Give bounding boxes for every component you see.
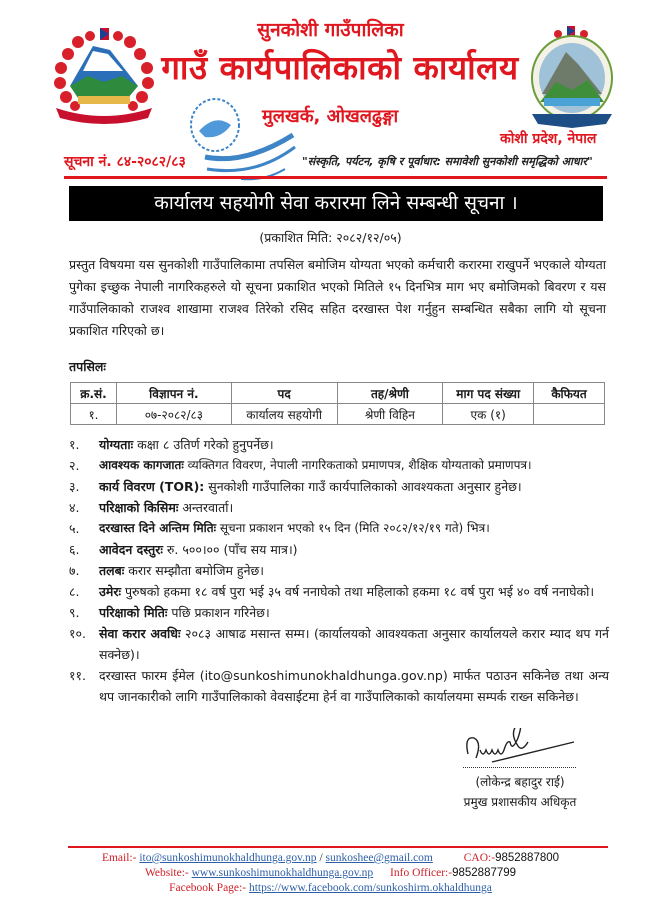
cao-phone: 9852887800 — [495, 852, 560, 864]
list-item — [69, 623, 609, 665]
cell-remarks — [534, 404, 605, 425]
province-name: कोशी प्रदेश, नेपाल — [500, 131, 597, 147]
intro-paragraph: प्रस्तुत विषयमा यस सुनकोशी गाउँपालिकामा तपसिल बमोजिम योग्यता भएको कर्मचारी करारमा राखुपर्ने भएकाले योग्यता पुगेका इच्छुक नेपाली नागरिकहरुले यो सूचना प्रकाशित भएको मितिले १५ दिनभित्र माग भए बमोजिमको बिवरण र यस गाउँपालिकाको राजश्व शाखामा राजश्व तिरेको रसिद सहित दरखास्त पेश गर्नुहुन सम्बन्धित सबैका लागि यो सूचना प्रकाशित गरिएको छ। — [69, 257, 606, 338]
item-label: योग्यताः — [99, 437, 134, 452]
cell-ad-number: ०७-२०८२/८३ — [116, 404, 231, 425]
list-item — [69, 539, 609, 560]
municipality-name: सुनकोशी गाउँपालिका — [257, 19, 404, 41]
list-item — [69, 455, 609, 476]
col-header-remarks: कैफियत — [534, 383, 605, 404]
cao-label: CAO:- — [463, 852, 496, 864]
table-row — [71, 404, 605, 425]
signatory-designation: प्रमुख प्रशासकीय अधिकृत — [463, 795, 577, 809]
website-label: Website:- — [144, 867, 192, 879]
list-item — [69, 581, 609, 602]
item-number: ११. — [69, 668, 86, 683]
email-separator: / — [316, 852, 326, 864]
facebook-label: Facebook Page:- — [169, 882, 249, 894]
col-header-position: पद — [231, 383, 337, 404]
item-number: ५. — [69, 521, 80, 536]
cell-position: कार्यालय सहयोगी — [231, 404, 337, 425]
item-label: तलबः — [99, 563, 125, 578]
item-text: पुरुषको हकमा १८ वर्ष पुरा भई ३५ वर्ष ननाघेको तथा महिलाको हकमा १८ वर्ष पुरा भई ४० वर्ष ननाघेको। — [120, 584, 595, 599]
item-label: परिक्षाको किसिमः — [99, 500, 179, 515]
item-number: १०. — [69, 626, 86, 641]
item-label: परिक्षाको मितिः — [99, 605, 168, 620]
footer-email-line — [0, 852, 661, 864]
email-link-ito[interactable]: ito@sunkoshimunokhaldhunga.gov.np — [139, 852, 317, 864]
header-divider — [64, 176, 607, 179]
item-label: उमेरः — [99, 584, 121, 599]
list-item — [69, 602, 609, 623]
list-item — [69, 518, 609, 539]
footer-facebook-line — [0, 882, 661, 894]
office-location: मुलखर्क, ओखलढुङ्गा — [262, 106, 399, 127]
vacancy-table — [70, 382, 605, 425]
item-text: करार सम्झौता बमोजिम हुनेछ। — [124, 563, 265, 578]
footer-divider — [68, 846, 608, 848]
signature-line — [463, 767, 576, 768]
details-label: तपसिलः — [69, 359, 106, 374]
item-text: रु. ५००।०० (पाँच सय मात्र।) — [162, 542, 298, 557]
website-link[interactable]: www.sunkoshimunokhaldhunga.gov.np — [191, 867, 374, 879]
item-number: २. — [69, 458, 80, 473]
cell-serial: १. — [71, 404, 117, 425]
item-number: ४. — [69, 500, 80, 515]
info-officer-label: Info Officer:- — [390, 867, 453, 879]
list-item — [69, 476, 609, 497]
item-text: पछि प्रकाशन गरिनेछ। — [167, 605, 270, 620]
cell-count: एक (१) — [443, 404, 534, 425]
slogan: "संस्कृति, पर्यटन, कृषि र पूर्वाधार: समावेशी सुनकोशी समृद्धिको आधार" — [302, 155, 593, 168]
table-header-row — [71, 383, 605, 404]
item-number: ९. — [69, 605, 80, 620]
item-number: ६. — [69, 542, 80, 557]
facebook-link[interactable]: https://www.facebook.com/sunkoshirm.okhaldhunga — [248, 882, 492, 894]
item-text: २०८३ आषाढ मसान्त सम्म। (कार्यालयको आवश्यकता अनुसार कार्यालयले करार म्याद थप गर्न सक्नेछ)। — [99, 626, 609, 662]
item-text: सुनकोशी गाउँपालिका गाउँ कार्यपालिकाको आवश्यकता अनुसार हुनेछ। — [204, 479, 522, 494]
item-number: ३. — [69, 479, 80, 494]
item-number: ७. — [69, 563, 80, 578]
col-header-count: माग पद संख्या — [443, 383, 534, 404]
list-item — [69, 560, 609, 581]
signatory-name: (लोकेन्द्र बहादुर राई) — [475, 775, 565, 789]
signature-image — [462, 728, 582, 768]
cell-level: श्रेणी विहिन — [337, 404, 443, 425]
notice-title: कार्यालय सहयोगी सेवा करारमा लिने सम्बन्धी सूचना । — [69, 186, 603, 221]
list-item — [69, 497, 609, 518]
item-label: दरखास्त दिने अन्तिम मितिः — [99, 521, 217, 535]
item-label: आवश्यक कागजातः — [99, 458, 184, 472]
info-officer-phone: 9852887799 — [452, 867, 517, 879]
email-label: Email:- — [101, 852, 140, 864]
footer-website-line — [0, 867, 661, 879]
email-link-gmail[interactable]: sunkoshee@gmail.com — [325, 852, 433, 864]
conditions-list — [69, 434, 609, 707]
list-item — [69, 434, 609, 455]
col-header-ad-number: विज्ञापन नं. — [116, 383, 231, 404]
col-header-serial: क्र.सं. — [71, 383, 117, 404]
list-item — [69, 665, 609, 707]
notice-number: सूचना नं. ८४-२०८२/८३ — [64, 154, 186, 170]
published-date: (प्रकाशित मिति: २०८२/१२/०५) — [259, 230, 402, 245]
item-text: सूचना प्रकाशन भएको १५ दिन (मिति २०८२/१२/१९ गते) भित्र। — [216, 521, 490, 535]
item-label: सेवा करार अवधिः — [99, 626, 181, 641]
item-text: व्यक्तिगत विवरण, नेपाली नागरिकताको प्रमाणपत्र, शैक्षिक योग्यताको प्रमाणपत्र। — [183, 458, 532, 472]
item-text: कक्षा ८ उतिर्ण गरेको हुनुपर्नेछ। — [133, 437, 274, 452]
item-label: आवेदन दस्तुरः — [99, 542, 163, 557]
item-text: अन्तरवार्ता। — [178, 500, 234, 515]
item-label: कार्य विवरण (TOR): — [99, 479, 205, 494]
item-number: १. — [69, 437, 80, 452]
col-header-level: तह/श्रेणी — [337, 383, 443, 404]
item-text: दरखास्त फारम ईमेल (ito@sunkoshimunokhaldhunga.gov.np) मार्फत पठाउन सकिनेछ तथा अन्य थप जानकारीको लागि गाउँपालिकाको वेवसाईटमा हेर्न वा गाउँपालिकाको कार्यालयमा सम्पर्क राख्न सकिनेछ। — [99, 668, 609, 704]
office-name: गाउँ कार्यपालिकाको कार्यालय — [161, 48, 519, 87]
item-number: ८. — [69, 584, 80, 599]
